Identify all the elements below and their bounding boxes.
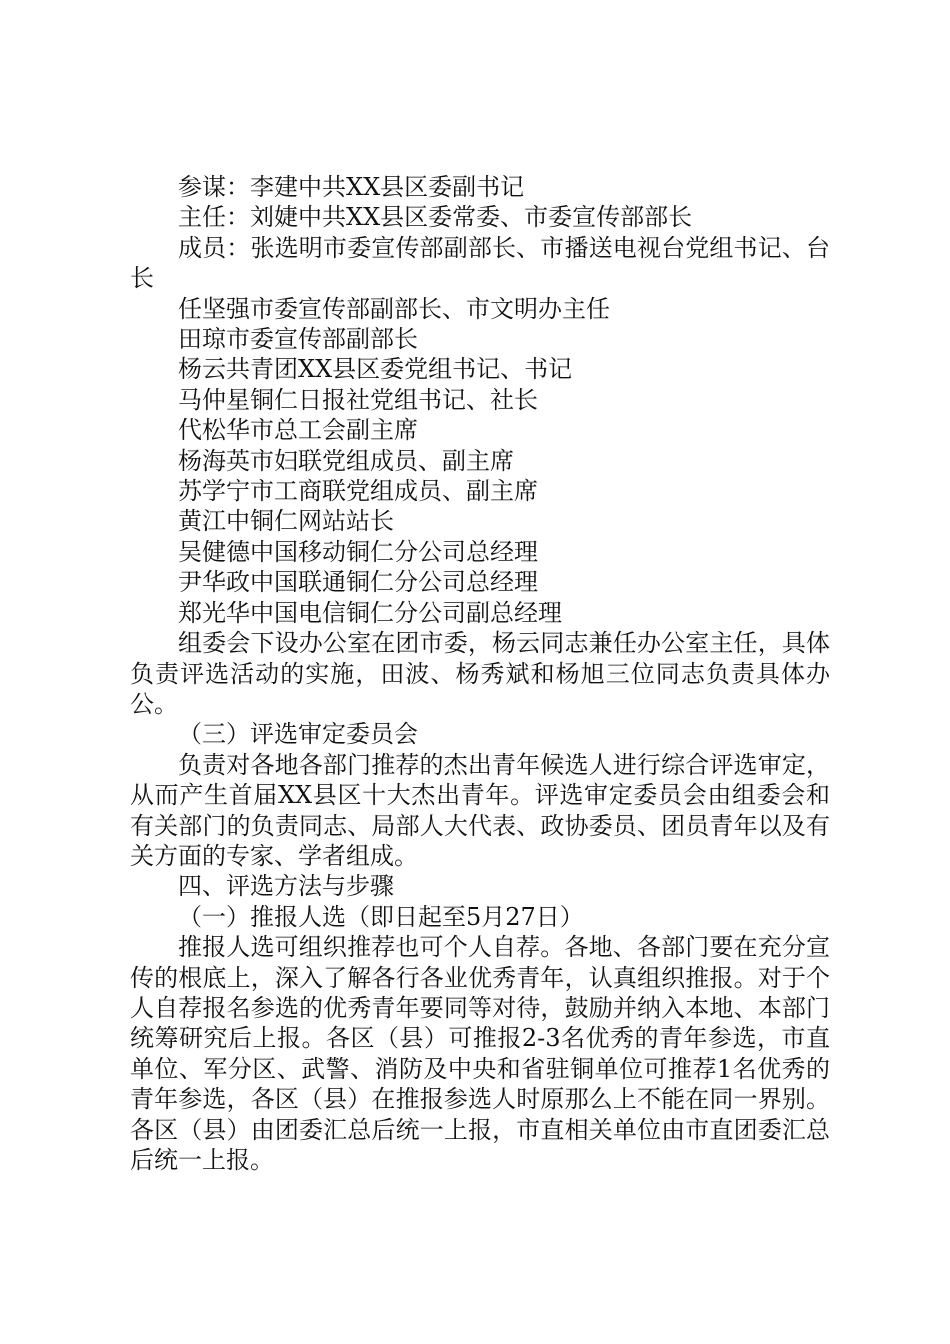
member-line: 郑光华中国电信铜仁分公司副总经理 [178,598,562,627]
member-line: 马仲星铜仁日报社党组书记、社长 [178,385,538,414]
member-line: 田琼市委宣传部副部长 [178,325,418,354]
section-heading: （三）评选审定委员会 [178,720,418,749]
committee-paragraph: 负责对各地各部门推荐的杰出青年候选人进行综合评选审定，从而产生首届XX县区十大杰出青年。评选审定委员会由组委会和有关部门的负责同志、局部人大代表、政协委员、团员青年以及有关方面的专家、学者组成。 [130,750,830,870]
member-line: 黄江中铜仁网站站长 [178,507,394,536]
advisor-line: 参谋：李建中共XX县区委副书记 [178,173,525,201]
office-paragraph: 组委会下设办公室在团市委，杨云同志兼任办公室主任，具体负责评选活动的实施，田波、杨秀斌和杨旭三位同志负责具体办公。 [130,629,830,718]
subsection-heading: （一）推报人选（即日起至5月27日） [178,902,584,931]
member-line: 苏学宁市工商联党组成员、副主席 [178,477,538,506]
member-line: 杨云共青团XX县区委党组书记、书记 [178,355,573,384]
director-line: 主任：刘婕中共XX县区委常委、市委宣传部部长 [178,203,693,232]
member-line: 任坚强市委宣传部副部长、市文明办主任 [178,294,610,323]
members-line: 成员：张选明市委宣传部副部长、市播送电视台党组书记、台长 [130,233,830,293]
member-line: 尹华政中国联通铜仁分公司总经理 [178,568,538,597]
nomination-paragraph: 推报人选可组织推荐也可个人自荐。各地、各部门要在充分宣传的根底上，深入了解各行各业优秀青年，认真组织推报。对于个人自荐报名参选的优秀青年要同等对待，鼓励并纳入本地、本部门统筹研究后上报。各区（县）可推报2-3名优秀的青年参选，市直单位、军分区、武警、消防及中央和省驻铜单位可推荐1名优秀的青年参选，各区（县）在推报参选人时原那么上不能在同一界别。各区（县）由团委汇总后统一上报，市直相关单位由市直团委汇总后统一上报。 [130,933,830,1174]
member-line: 吴健德中国移动铜仁分公司总经理 [178,537,538,566]
member-line: 杨海英市妇联党组成员、副主席 [178,446,514,475]
document-body [130,172,830,1175]
member-line: 代松华市总工会副主席 [178,416,418,445]
section-heading: 四、评选方法与步骤 [178,872,394,901]
